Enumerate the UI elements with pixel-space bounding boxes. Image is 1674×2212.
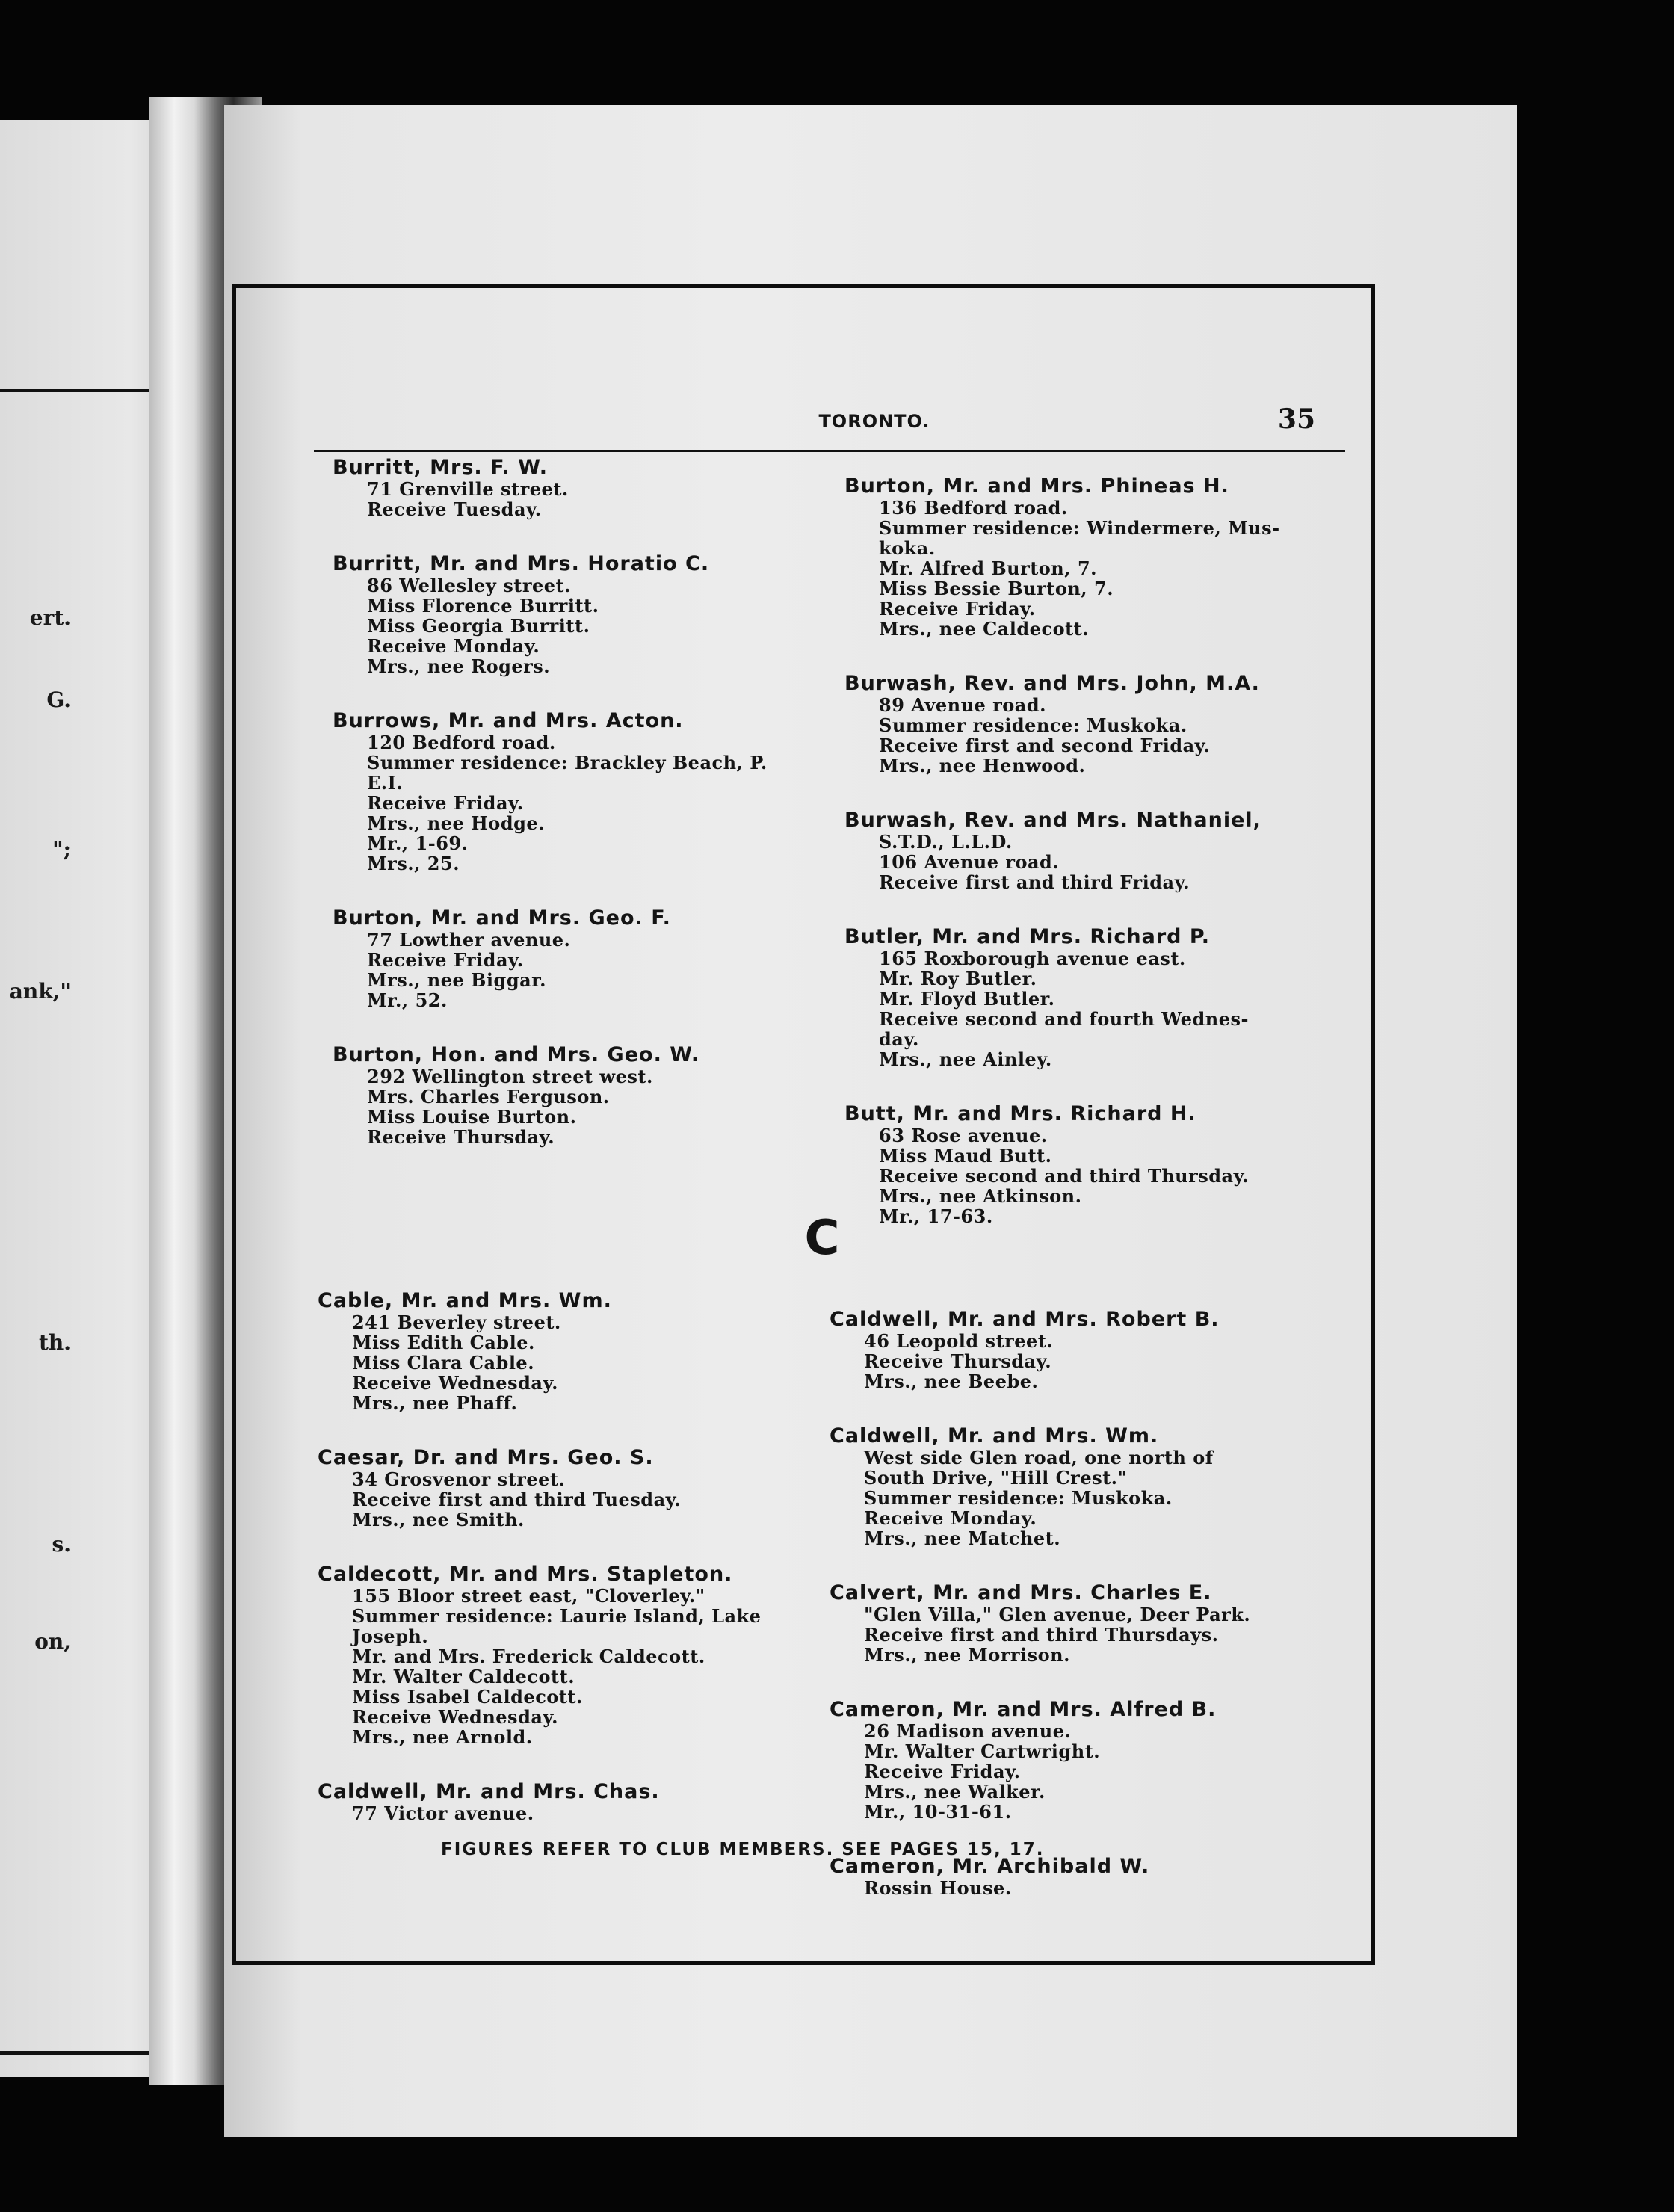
entry-detail-line: Joseph. — [352, 1625, 429, 1647]
entry-detail-line: Miss Maud Butt. — [879, 1145, 1052, 1167]
entry-detail-line: 77 Lowther avenue. — [367, 929, 571, 951]
directory-entry — [318, 1780, 833, 1823]
entry-detail-line: Mrs. Charles Ferguson. — [367, 1086, 610, 1107]
entry-detail-line: Miss Clara Cable. — [352, 1352, 535, 1374]
entry-detail-line: Receive Friday. — [367, 949, 524, 971]
entry-detail-line: Receive first and second Friday. — [879, 735, 1211, 756]
entry-detail-line: Mrs., nee Atkinson. — [879, 1185, 1082, 1207]
entry-detail-line: Mrs., nee Matchet. — [864, 1527, 1061, 1549]
entry-detail-line: 63 Rose avenue. — [879, 1125, 1048, 1146]
entry-detail-line: 71 Grenville street. — [367, 478, 569, 500]
previous-page-fragment: ank," — [9, 979, 71, 1004]
directory-entry — [333, 456, 848, 519]
previous-page-fragment: "; — [52, 837, 71, 862]
entry-detail-line: 120 Bedford road. — [367, 732, 556, 753]
entry-detail-line: Summer residence: Windermere, Mus- — [879, 517, 1280, 539]
previous-page-fragment: s. — [52, 1532, 71, 1557]
entry-detail-line: Receive Friday. — [367, 792, 524, 814]
previous-page-fragment: th. — [38, 1330, 71, 1355]
entry-detail-line: Mrs., nee Rogers. — [367, 655, 551, 677]
entry-detail-line: 26 Madison avenue. — [864, 1720, 1072, 1742]
entry-detail-line: Receive Thursday. — [367, 1126, 555, 1148]
entry-detail-line: Mr. Walter Caldecott. — [352, 1666, 575, 1687]
entry-detail-line: Rossin House. — [864, 1877, 1012, 1899]
entry-name: Burton, Mr. and Mrs. Geo. F. — [333, 906, 671, 930]
entry-name: Cameron, Mr. Archibald W. — [830, 1855, 1150, 1878]
entry-detail-line: Receive Friday. — [879, 598, 1036, 620]
entry-detail-line: 89 Avenue road. — [879, 694, 1046, 716]
entry-detail-line: Receive second and third Thursday. — [879, 1165, 1250, 1187]
directory-entry — [333, 709, 848, 874]
entry-detail-line: Mrs., nee Walker. — [864, 1781, 1046, 1802]
directory-entry — [830, 1308, 1345, 1391]
entry-detail-line: Mrs., nee Hodge. — [367, 812, 546, 834]
entry-name: Burritt, Mrs. F. W. — [333, 456, 549, 479]
entry-detail-line: South Drive, "Hill Crest." — [864, 1467, 1128, 1489]
entry-detail-line: Receive Friday. — [864, 1761, 1021, 1782]
entry-name: Burwash, Rev. and Mrs. Nathaniel, — [844, 809, 1261, 832]
entry-detail-line: Receive Monday. — [864, 1507, 1037, 1529]
entry-name: Burton, Hon. and Mrs. Geo. W. — [333, 1043, 700, 1066]
entry-detail-line: Mrs., nee Ainley. — [879, 1048, 1052, 1070]
entry-name: Burrows, Mr. and Mrs. Acton. — [333, 709, 684, 732]
entry-detail-line: 292 Wellington street west. — [367, 1066, 653, 1087]
running-head: TORONTO. — [818, 411, 930, 432]
entry-detail-line: day. — [879, 1028, 919, 1050]
entry-detail-line: Mrs., nee Arnold. — [352, 1726, 533, 1748]
section-letter: C — [804, 1211, 840, 1266]
entry-name: Calvert, Mr. and Mrs. Charles E. — [830, 1581, 1212, 1604]
entry-detail-line: 155 Bloor street east, "Cloverley." — [352, 1585, 705, 1607]
entry-detail-line: Receive Wednesday. — [352, 1372, 558, 1394]
entry-detail-line: Mrs., 25. — [367, 853, 460, 874]
entry-detail-line: 136 Bedford road. — [879, 497, 1068, 519]
entry-detail-line: Mr. and Mrs. Frederick Caldecott. — [352, 1646, 705, 1667]
previous-page-border — [0, 389, 153, 2055]
page-number: 35 — [1277, 404, 1315, 435]
entry-detail-line: Receive first and third Thursdays. — [864, 1624, 1219, 1646]
entry-detail-line: Mrs., nee Henwood. — [879, 755, 1086, 776]
entry-detail-line: Mrs., nee Morrison. — [864, 1644, 1070, 1666]
directory-entry — [318, 1289, 833, 1413]
entry-name: Caesar, Dr. and Mrs. Geo. S. — [318, 1446, 654, 1469]
entry-detail-line: Mrs., nee Smith. — [352, 1509, 525, 1530]
entry-detail-line: Mrs., nee Caldecott. — [879, 618, 1090, 640]
entry-detail-line: Receive Thursday. — [864, 1350, 1052, 1372]
entry-detail-line: Summer residence: Laurie Island, Lake — [352, 1605, 762, 1627]
entry-detail-line: 86 Wellesley street. — [367, 575, 571, 596]
entry-name: Burwash, Rev. and Mrs. John, M.A. — [844, 672, 1260, 695]
entry-detail-line: Miss Isabel Caldecott. — [352, 1686, 583, 1708]
entry-detail-line: Miss Florence Burritt. — [367, 595, 599, 617]
entry-name: Burton, Mr. and Mrs. Phineas H. — [844, 475, 1229, 498]
entry-detail-line: Mr., 17-63. — [879, 1205, 993, 1227]
entry-detail-line: Miss Louise Burton. — [367, 1106, 577, 1128]
entry-detail-line: Mr. Roy Butler. — [879, 968, 1037, 989]
column-bottom-right — [830, 1308, 1345, 1931]
entry-name: Caldwell, Mr. and Mrs. Chas. — [318, 1780, 660, 1803]
entry-detail-line: Mr. Alfred Burton, 7. — [879, 557, 1098, 579]
entry-detail-line: Receive first and third Friday. — [879, 871, 1190, 893]
directory-entry — [830, 1581, 1345, 1665]
footer-note: FIGURES REFER TO CLUB MEMBERS. SEE PAGES 15, 17. — [441, 1840, 1045, 1859]
entry-detail-line: Receive second and fourth Wednes- — [879, 1008, 1249, 1030]
entry-name: Caldwell, Mr. and Mrs. Wm. — [830, 1424, 1159, 1448]
entry-name: Butler, Mr. and Mrs. Richard P. — [844, 925, 1210, 948]
directory-entry — [844, 809, 1360, 892]
previous-page-fragment: ert. — [29, 605, 71, 630]
entry-detail-line: 46 Leopold street. — [864, 1330, 1054, 1352]
entry-detail-line: 106 Avenue road. — [879, 851, 1060, 873]
column-top-right — [844, 475, 1360, 1259]
entry-detail-line: koka. — [879, 537, 936, 559]
entry-name: Butt, Mr. and Mrs. Richard H. — [844, 1102, 1196, 1125]
directory-entry — [333, 1043, 848, 1147]
directory-entry — [333, 552, 848, 676]
previous-page-fragment: on, — [34, 1629, 71, 1654]
entry-detail-line: Receive first and third Tuesday. — [352, 1489, 682, 1510]
page-header — [314, 404, 1345, 452]
directory-entry — [318, 1446, 833, 1530]
entry-detail-line: 34 Grosvenor street. — [352, 1468, 566, 1490]
directory-entry — [333, 906, 848, 1010]
entry-detail-line: West side Glen road, one north of — [864, 1447, 1214, 1468]
directory-entry — [844, 925, 1360, 1069]
previous-page-fragment: G. — [46, 688, 71, 712]
entry-detail-line: "Glen Villa," Glen avenue, Deer Park. — [864, 1604, 1251, 1625]
entry-detail-line: Summer residence: Muskoka. — [864, 1487, 1173, 1509]
entry-name: Caldecott, Mr. and Mrs. Stapleton. — [318, 1563, 733, 1586]
entry-detail-line: Receive Tuesday. — [367, 498, 542, 520]
entry-detail-line: Miss Bessie Burton, 7. — [879, 578, 1114, 599]
entry-detail-line: Mr., 52. — [367, 989, 448, 1011]
entry-detail-line: Mr. Walter Cartwright. — [864, 1740, 1101, 1762]
entry-detail-line: 77 Victor avenue. — [352, 1802, 534, 1824]
directory-entry — [830, 1855, 1345, 1898]
directory-entry — [844, 475, 1360, 639]
entry-detail-line: Receive Monday. — [367, 635, 540, 657]
directory-entry — [830, 1424, 1345, 1548]
entry-detail-line: Miss Georgia Burritt. — [367, 615, 590, 637]
entry-detail-line: Mr., 1-69. — [367, 832, 469, 854]
entry-detail-line: E.I. — [367, 772, 404, 794]
entry-detail-line: Receive Wednesday. — [352, 1706, 558, 1728]
entry-detail-line: 241 Beverley street. — [352, 1312, 561, 1333]
entry-name: Caldwell, Mr. and Mrs. Robert B. — [830, 1308, 1220, 1331]
directory-entry — [844, 672, 1360, 776]
entry-detail-line: Mr. Floyd Butler. — [879, 988, 1055, 1010]
entry-detail-line: Summer residence: Brackley Beach, P. — [367, 752, 767, 773]
entry-detail-line: 165 Roxborough avenue east. — [879, 948, 1186, 969]
entry-detail-line: Summer residence: Muskoka. — [879, 714, 1187, 736]
column-bottom-left — [318, 1289, 833, 1856]
entry-detail-line: S.T.D., L.L.D. — [879, 831, 1013, 853]
entry-detail-line: Mrs., nee Phaff. — [352, 1392, 518, 1414]
directory-entry — [844, 1102, 1360, 1226]
entry-detail-line: Mrs., nee Biggar. — [367, 969, 546, 991]
entry-detail-line: Miss Edith Cable. — [352, 1332, 535, 1353]
directory-entry — [318, 1563, 833, 1747]
entry-detail-line: Mr., 10-31-61. — [864, 1801, 1012, 1823]
directory-entry — [830, 1698, 1345, 1822]
entry-name: Burritt, Mr. and Mrs. Horatio C. — [333, 552, 710, 575]
entry-detail-line: Mrs., nee Beebe. — [864, 1371, 1039, 1392]
entry-name: Cameron, Mr. and Mrs. Alfred B. — [830, 1698, 1217, 1721]
column-top-left — [333, 456, 848, 1180]
entry-name: Cable, Mr. and Mrs. Wm. — [318, 1289, 612, 1312]
